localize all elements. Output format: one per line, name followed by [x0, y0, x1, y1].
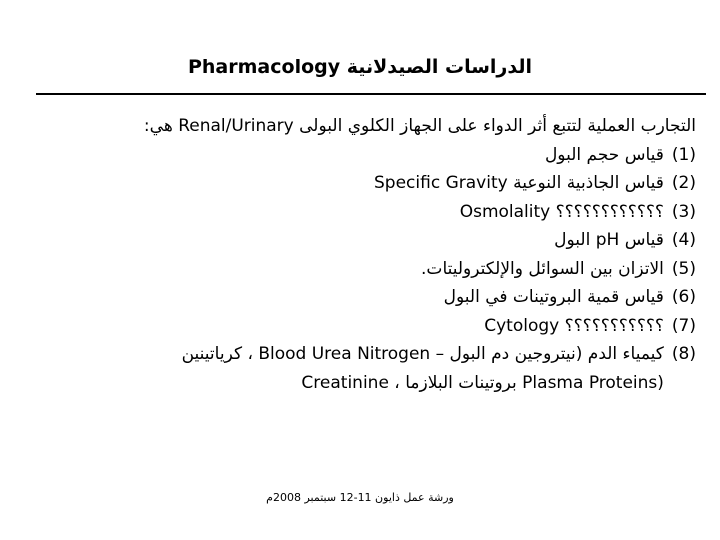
- item-text: Osmolality ؟؟؟؟؟؟؟؟؟؟؟؟: [459, 201, 664, 222]
- list-item: [16, 340, 696, 369]
- list-item-continuation: [16, 369, 696, 398]
- item-text: قياس حجم البول: [544, 144, 664, 165]
- item-text: Cytology ؟؟؟؟؟؟؟؟؟؟؟: [484, 315, 664, 336]
- slide-footer: ورشة عمل ذايون 11-12 سبتمبر 2008م: [266, 491, 454, 504]
- item-number: (1): [671, 144, 696, 165]
- item-text: قياس قمية البروتينات في البول: [443, 287, 664, 307]
- list-item: [16, 198, 696, 227]
- list-item: [16, 169, 696, 198]
- list-item: [16, 226, 696, 255]
- item-number: (2): [671, 173, 696, 193]
- item-text: الاتزان بين السوائل والإلكتروليتات.: [421, 258, 664, 279]
- item-text: كيمياء الدم (نيتروجين دم البول – Blood Urea Nitrogen ، كرياتينين: [181, 344, 664, 364]
- item-number: (7): [671, 315, 696, 336]
- item-number: (3): [671, 201, 696, 222]
- slide-content: [16, 112, 696, 397]
- list-item: [16, 255, 696, 284]
- item-number: (5): [671, 258, 696, 279]
- title-divider: [36, 93, 706, 95]
- item-text: قياس pH البول: [554, 230, 664, 250]
- list-item: [16, 312, 696, 341]
- item-number: (4): [671, 230, 696, 250]
- intro-line: التجارب العملية لتتبع أثر الدواء على الجهاز الكلوي البولى Renal/Urinary هي:: [143, 116, 696, 136]
- list-item: [16, 283, 696, 312]
- slide-title: Pharmacology الدراسات الصيدلانية: [187, 56, 532, 78]
- item-text-continued: Creatinine ، بروتينات البلازما Plasma Proteins): [301, 372, 664, 393]
- item-number: (8): [671, 344, 696, 364]
- list-item: [16, 141, 696, 170]
- item-text: قياس الجاذبية النوعية Specific Gravity: [374, 173, 664, 193]
- item-number: (6): [671, 287, 696, 307]
